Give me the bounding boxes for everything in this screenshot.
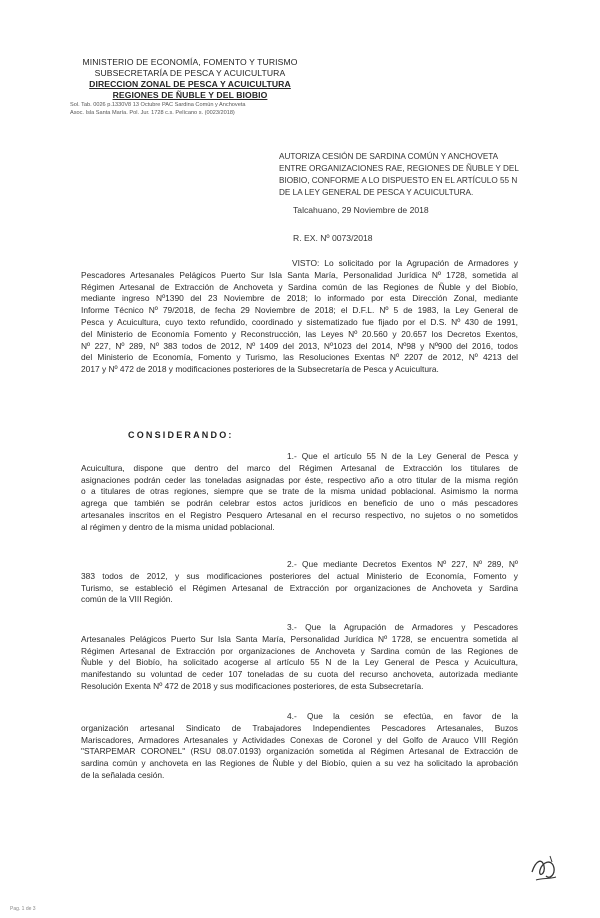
subject-line: ENTRE ORGANIZACIONES RAE, REGIONES DE ÑUBLE Y DEL	[279, 164, 519, 173]
paragraph-line: 2.- Que mediante Decretos Exentos Nº 227, Nº 289, Nº	[287, 559, 518, 569]
paragraph-line: común de la VIII Región.	[81, 594, 173, 605]
paragraph-line: sardina común y anchoveta en las Regiones de Ñuble y del Biobío, quien a su vez ha solicitado la aprobación	[81, 758, 518, 769]
place-date: Talcahuano, 29 Noviembre de 2018	[293, 205, 429, 215]
section-title-considerando: CONSIDERANDO:	[128, 430, 234, 440]
paragraph-line: VISTO: Lo solicitado por la Agrupación de Armadores y	[292, 258, 518, 268]
paragraph-line: Régimen Artesanal de Extracción de Anchoveta y Sardina común de las Regiones de Ñuble y del Biobío,	[81, 281, 518, 292]
paragraph-line: organización artesanal Sindicato de Trabajadores Independientes Pescadores Artesanales, Buzos	[81, 722, 518, 733]
letterhead-reference-line: Asoc. Isla Santa María. Pol. Jur. 1728 c.s. Pelícano s. (0023/2018)	[70, 110, 235, 116]
paragraph-line: Nº 227, Nº 289, Nº 383 todos de 2012, Nº 1409 del 2013, Nº1023 del 2014, Nº98 y Nº900 del 2016, todos	[81, 340, 518, 351]
paragraph-line: artesanales inscritos en el Registro Pesquero Artesanal en el recurso respectivo, no sujetos o no sometidos	[81, 509, 518, 520]
considerando-4-paragraph	[81, 711, 518, 782]
paragraph-line: de la señalada cesión.	[81, 769, 165, 780]
subject-line: DE LA LEY GENERAL DE PESCA Y ACUICULTURA.	[279, 188, 474, 197]
letterhead-office: DIRECCION ZONAL DE PESCA Y ACUICULTURA	[89, 79, 291, 89]
paragraph-line: Artesanales Pelágicos Puerto Sur Isla Santa María, Personalidad Jurídica Nº 1728, se encuentra sometida al	[81, 633, 518, 644]
paragraph-line: Pesca y Acuicultura, cuyo texto refundido, coordinado y sistematizado fue fijado por el D.S. Nº 430 de 1991,	[81, 316, 518, 327]
considerando-3-paragraph	[81, 622, 518, 693]
paragraph-line: Resolución Exenta Nº 472 de 2018 y sus modificaciones posteriores, de esta Subsecretaría.	[81, 680, 424, 691]
paragraph-line: Pescadores Artesanales Pelágicos Puerto Sur Isla Santa María, Personalidad Jurídica Nº 1728, sometida al	[81, 269, 518, 280]
paragraph-line: o a titulares de otras regiones, siempre que se trate de la misma unidad poblacional. Asimismo la norma	[81, 486, 518, 497]
paragraph-line: 4.- Que la cesión se efectúa, en favor de la	[287, 711, 518, 721]
paragraph-line: al régimen y dentro de la misma unidad poblacional.	[81, 521, 275, 532]
page-footer: Pag. 1 de 3	[10, 906, 36, 912]
paragraph-line: del Ministerio de Economía Fomento y Reconstrucción, las Leyes Nº 20.560 y 20.657 los Decretos Exentos,	[81, 328, 518, 339]
letterhead-reference-line: Sol. Tab. 0026 p.1330V8 13 Octubre PAC Sardina Común y Anchoveta	[70, 102, 246, 108]
visto-paragraph	[81, 258, 518, 376]
paragraph-line: manifestando su voluntad de ceder 107 toneladas de su cuota del recurso anchoveta, autorizada mediante	[81, 669, 518, 680]
letterhead-subsecretariat: SUBSECRETARÍA DE PESCA Y ACUICULTURA	[94, 68, 286, 78]
considerando-1-paragraph	[81, 451, 518, 534]
subject-line: AUTORIZA CESIÓN DE SARDINA COMÚN Y ANCHOVETA	[279, 152, 499, 161]
paragraph-line: asignaciones podrán ceder las toneladas asignadas por éste, respectivo año a otro titular de la misma región	[81, 474, 518, 485]
resolution-number: R. EX. Nº 0073/2018	[293, 233, 373, 243]
considerando-2-paragraph	[81, 559, 518, 606]
subject-line: BIOBIO, CONFORME A LO DISPUESTO EN EL ARTÍCULO 55 N	[279, 176, 518, 185]
paragraph-line: del Ministerio de Economía, Fomento y Turismo, las Resoluciones Exentas Nº 2207 de 2012, Nº 4213 del	[81, 352, 518, 363]
paragraph-line: Turismo, se estableció el Régimen Artesanal de Extracción por organizaciones de Anchoveta y Sardina	[81, 582, 518, 593]
signature-mark	[526, 850, 562, 886]
paragraph-line: Mariscadores, Armadores Artesanales y Actividades Conexas de Coronel y del Golfo de Arauco VIII Región	[81, 734, 518, 745]
paragraph-line: Ñuble y del Biobío, ha solicitado acogerse al artículo 55 N de la Ley General de Pesca y Acuicultura,	[81, 657, 518, 668]
paragraph-line: agrega que también se podrán celebrar estos actos jurídicos en beneficio de uno o más pescadores	[81, 498, 518, 509]
paragraph-line: Informe Técnico Nº 79/2018, de fecha 29 Noviembre de 2018; el D.F.L. Nº 5 de 1983, la Ley General de	[81, 305, 518, 316]
paragraph-line: Acuicultura, dispone que dentro del marco del Régimen Artesanal de Extracción los titulares de	[81, 462, 518, 473]
paragraph-line: 3.- Que la Agrupación de Armadores y Pescadores	[287, 622, 518, 632]
paragraph-line: 1.- Que el artículo 55 N de la Ley General de Pesca y	[287, 451, 518, 461]
paragraph-line: Régimen Artesanal de Extracción por organizaciones de Anchoveta y Sardina común de las Regiones de	[81, 645, 518, 656]
paragraph-line: mediante ingreso Nº1390 del 23 Noviembre de 2018; lo informado por esta Dirección Zonal, mediante	[81, 293, 518, 304]
subject-block	[279, 151, 519, 199]
paragraph-line: "STARPEMAR CORONEL" (RSU 08.07.0193) organización sometida al Régimen Artesanal de Extracción de	[81, 746, 518, 757]
paragraph-line: 383 todos de 2012, y sus modificaciones posteriores del actual Ministerio de Economía, Fomento y	[81, 570, 518, 581]
letterhead	[70, 57, 310, 117]
letterhead-ministry: MINISTERIO DE ECONOMÍA, FOMENTO Y TURISMO	[82, 57, 298, 67]
letterhead-regions: REGIONES DE ÑUBLE Y DEL BIOBIO	[112, 90, 268, 100]
paragraph-line: 2017 y Nº 472 de 2018 y modificaciones posteriores de la Subsecretaría de Pesca y Acuicultura.	[81, 364, 439, 375]
